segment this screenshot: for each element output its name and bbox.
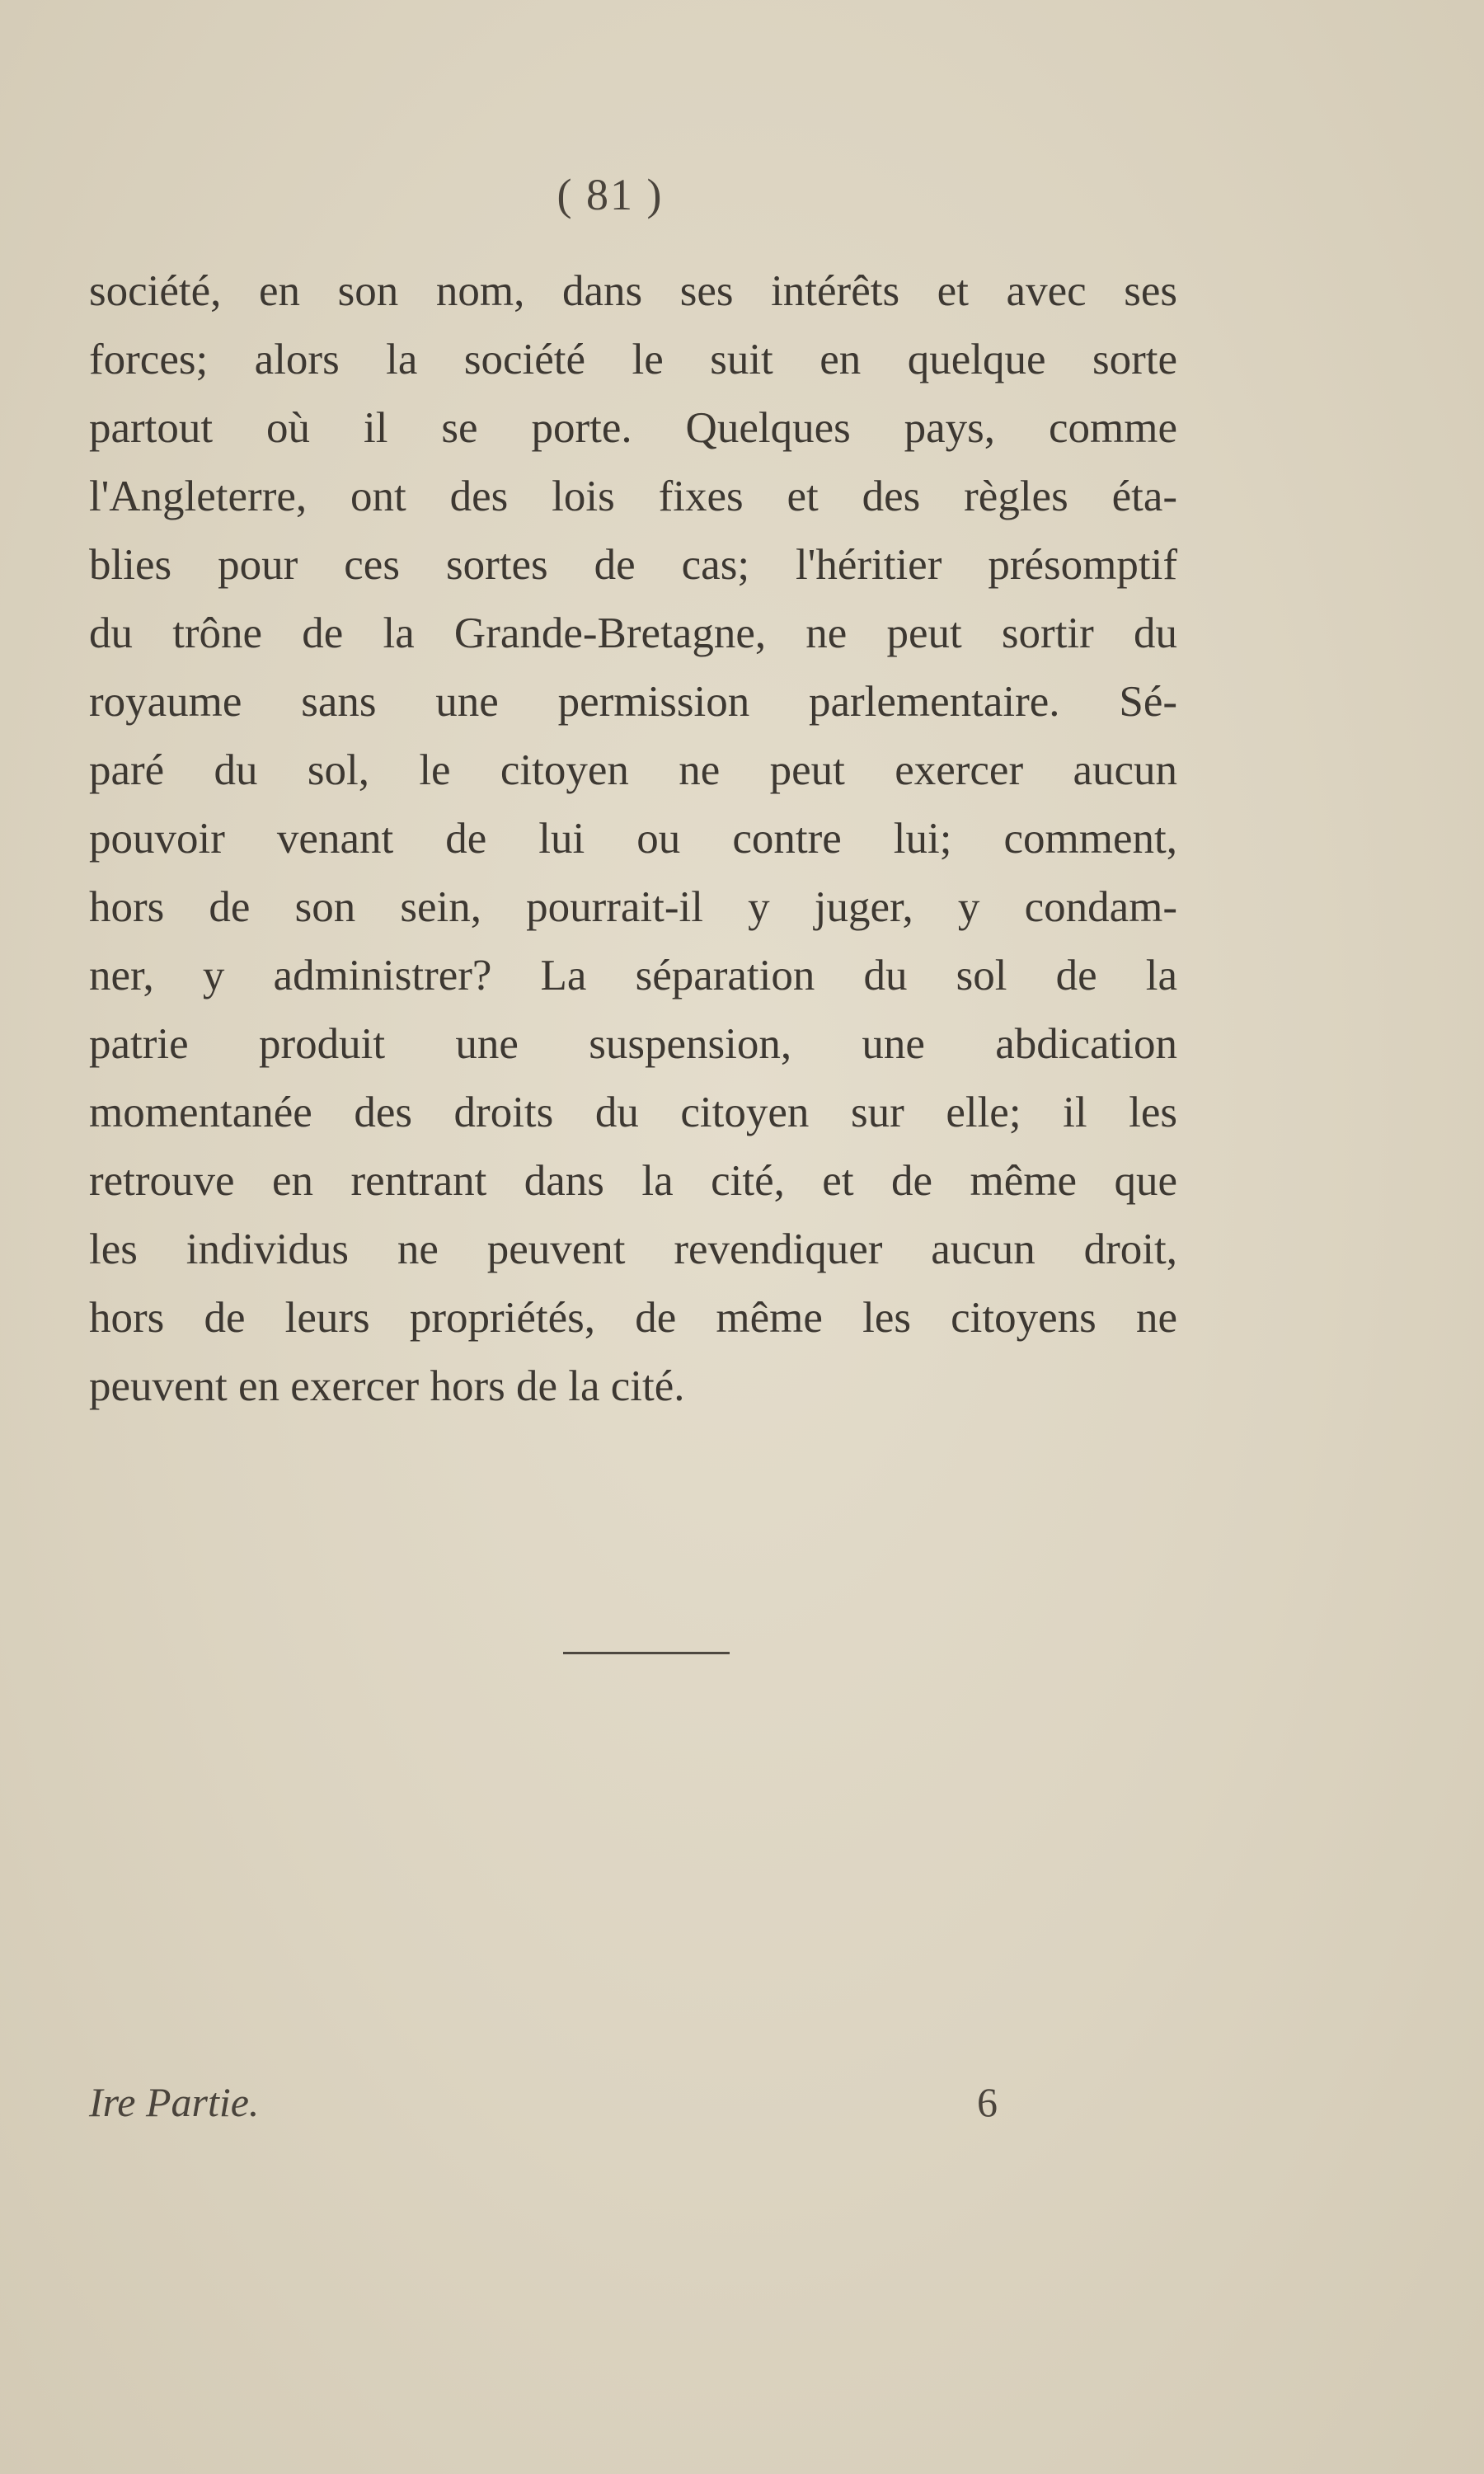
text-line: hors de son sein, pourrait-il y juger, y condam- [89,883,1177,931]
text-line: ner, y administrer? La séparation du sol de la [89,952,1177,999]
text-line: forces; alors la société le suit en quelque sorte [89,336,1177,383]
text-line: société, en son nom, dans ses intérêts et avec ses [89,267,1177,315]
page-number: ( 81 ) [556,170,664,219]
text-line: hors de leurs propriétés, de même les citoyens ne [89,1294,1177,1342]
text-line: patrie produit une suspension, une abdication [89,1020,1177,1068]
text-line: paré du sol, le citoyen ne peut exercer aucun [89,746,1177,794]
text-line: l'Angleterre, ont des lois fixes et des règles éta- [89,473,1177,520]
text-line: pouvoir venant de lui ou contre lui; comment, [89,815,1177,863]
text-line: blies pour ces sortes de cas; l'héritier présomptif [89,541,1177,589]
body-text [89,257,1177,1421]
text-line: retrouve en rentrant dans la cité, et de même que [89,1157,1177,1205]
text-line-last: peuvent en exercer hors de la cité. [89,1362,685,1410]
text-line: partout où il se porte. Quelques pays, comme [89,404,1177,452]
text-line: momentanée des droits du citoyen sur elle; il les [89,1089,1177,1136]
text-line: royaume sans une permission parlementaire. Sé- [89,678,1177,726]
section-divider [563,1652,730,1654]
signature-label: Ire Partie. [89,2079,260,2125]
text-line: les individus ne peuvent revendiquer aucun droit, [89,1225,1177,1273]
signature-mark: 6 [977,2079,998,2125]
text-line: du trône de la Grande-Bretagne, ne peut sortir du [89,609,1177,657]
